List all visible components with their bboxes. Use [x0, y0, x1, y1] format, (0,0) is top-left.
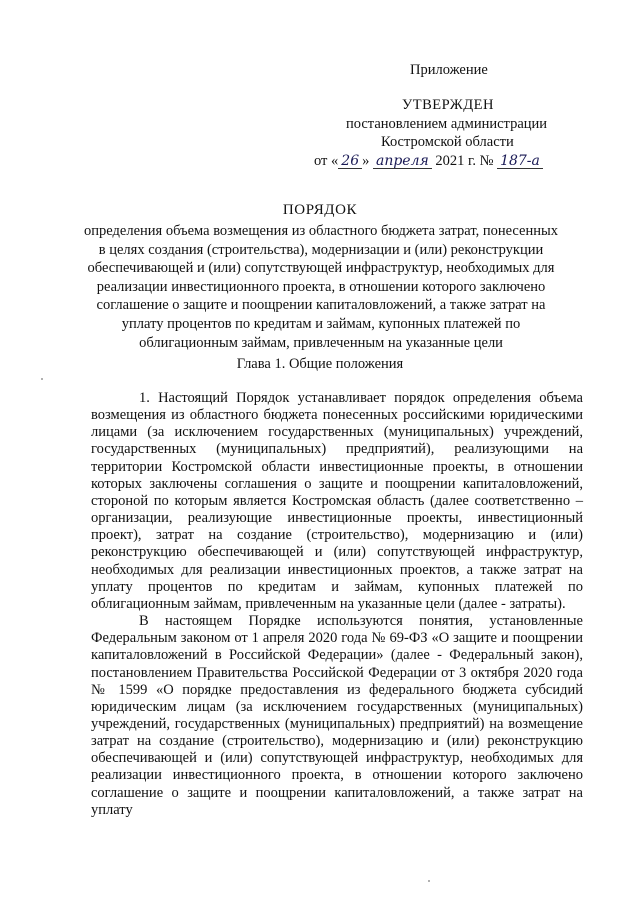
document-subtitle: определения объема возмещения из областного бюджета затрат, понесенных в целях создания (строительства), модернизации и (или) реконструкции обеспечивающей и (или) сопутствующей инфраструктур, необходимых для реализации инвестиционного проекта, в отношении которого заключено соглашение о защите и поощрении капиталовложений, а также затрат на уплату процентов по кредитам и займам, купонных платежей по облигационным займам, привлеченным на указанные цели [84, 223, 558, 351]
body-text [91, 390, 583, 819]
document-title: ПОРЯДОК [282, 202, 358, 218]
scan-speck [428, 880, 430, 882]
document-number-handwritten: 187-а [497, 154, 543, 169]
chapter-heading: Глава 1. Общие положения [236, 356, 404, 372]
date-mid: » [362, 153, 370, 169]
approved-heading: УТВЕРЖДЕН [402, 97, 494, 113]
paragraph: В настоящем Порядке используются понятия, установленные Федеральным законом от 1 апреля 2020 года № 69-ФЗ «О защите и поощрении капиталовложений в Российской Федерации» (далее - Федеральный закон), постановлением Правительства Российской Федерации от 3 октября 2020 года № 1599 «О порядке предоставления из федерального бюджета субсидий юридическим лицам (за исключением государственных (муниципальных) учреждений, государственных (муниципальных) предприятий) на возмещение затрат на создание (строительство), модернизацию и (или) реконструкцию обеспечивающей и (или) сопутствующей инфраструктур, необходимых для реализации инвестиционного проекта, в отношении которого заключено соглашение о защите и поощрении капиталовложений, а также затрат на уплату [91, 613, 583, 818]
date-day-handwritten: 26 [338, 154, 362, 169]
date-line [314, 153, 543, 170]
date-prefix: от « [314, 153, 339, 169]
date-month-handwritten: апреля [373, 154, 432, 169]
approved-by-line: постановлением администрации [346, 116, 548, 132]
appendix-label: Приложение [410, 62, 488, 78]
scan-speck [41, 378, 43, 380]
date-year: 2021 г. № [435, 153, 494, 169]
paragraph: 1. Настоящий Порядок устанавливает порядок определения объема возмещения из областного бюджета понесенных российскими юридическими лицами (за исключением государственных (муниципальных) учреждений, государственных (муниципальных) предприятий), реализующими на территории Костромской области инвестиционные проекты, в отношении которых заключены соглашения о защите и поощрении капиталовложений, стороной по которым является Костромская область (далее соответственно – организации, реализующие инвестиционные проекты, инвестиционный проект), затрат на создание (строительство), модернизацию и (или) реконструкцию обеспечивающей и (или) сопутствующей инфраструктур, необходимых для реализации инвестиционных проектов, а также затрат на уплату процентов по кредитам и займам, купонных платежей по облигационным займам, привлеченным на указанные цели (далее - затраты). [91, 390, 583, 612]
region-line: Костромской области [381, 134, 514, 150]
